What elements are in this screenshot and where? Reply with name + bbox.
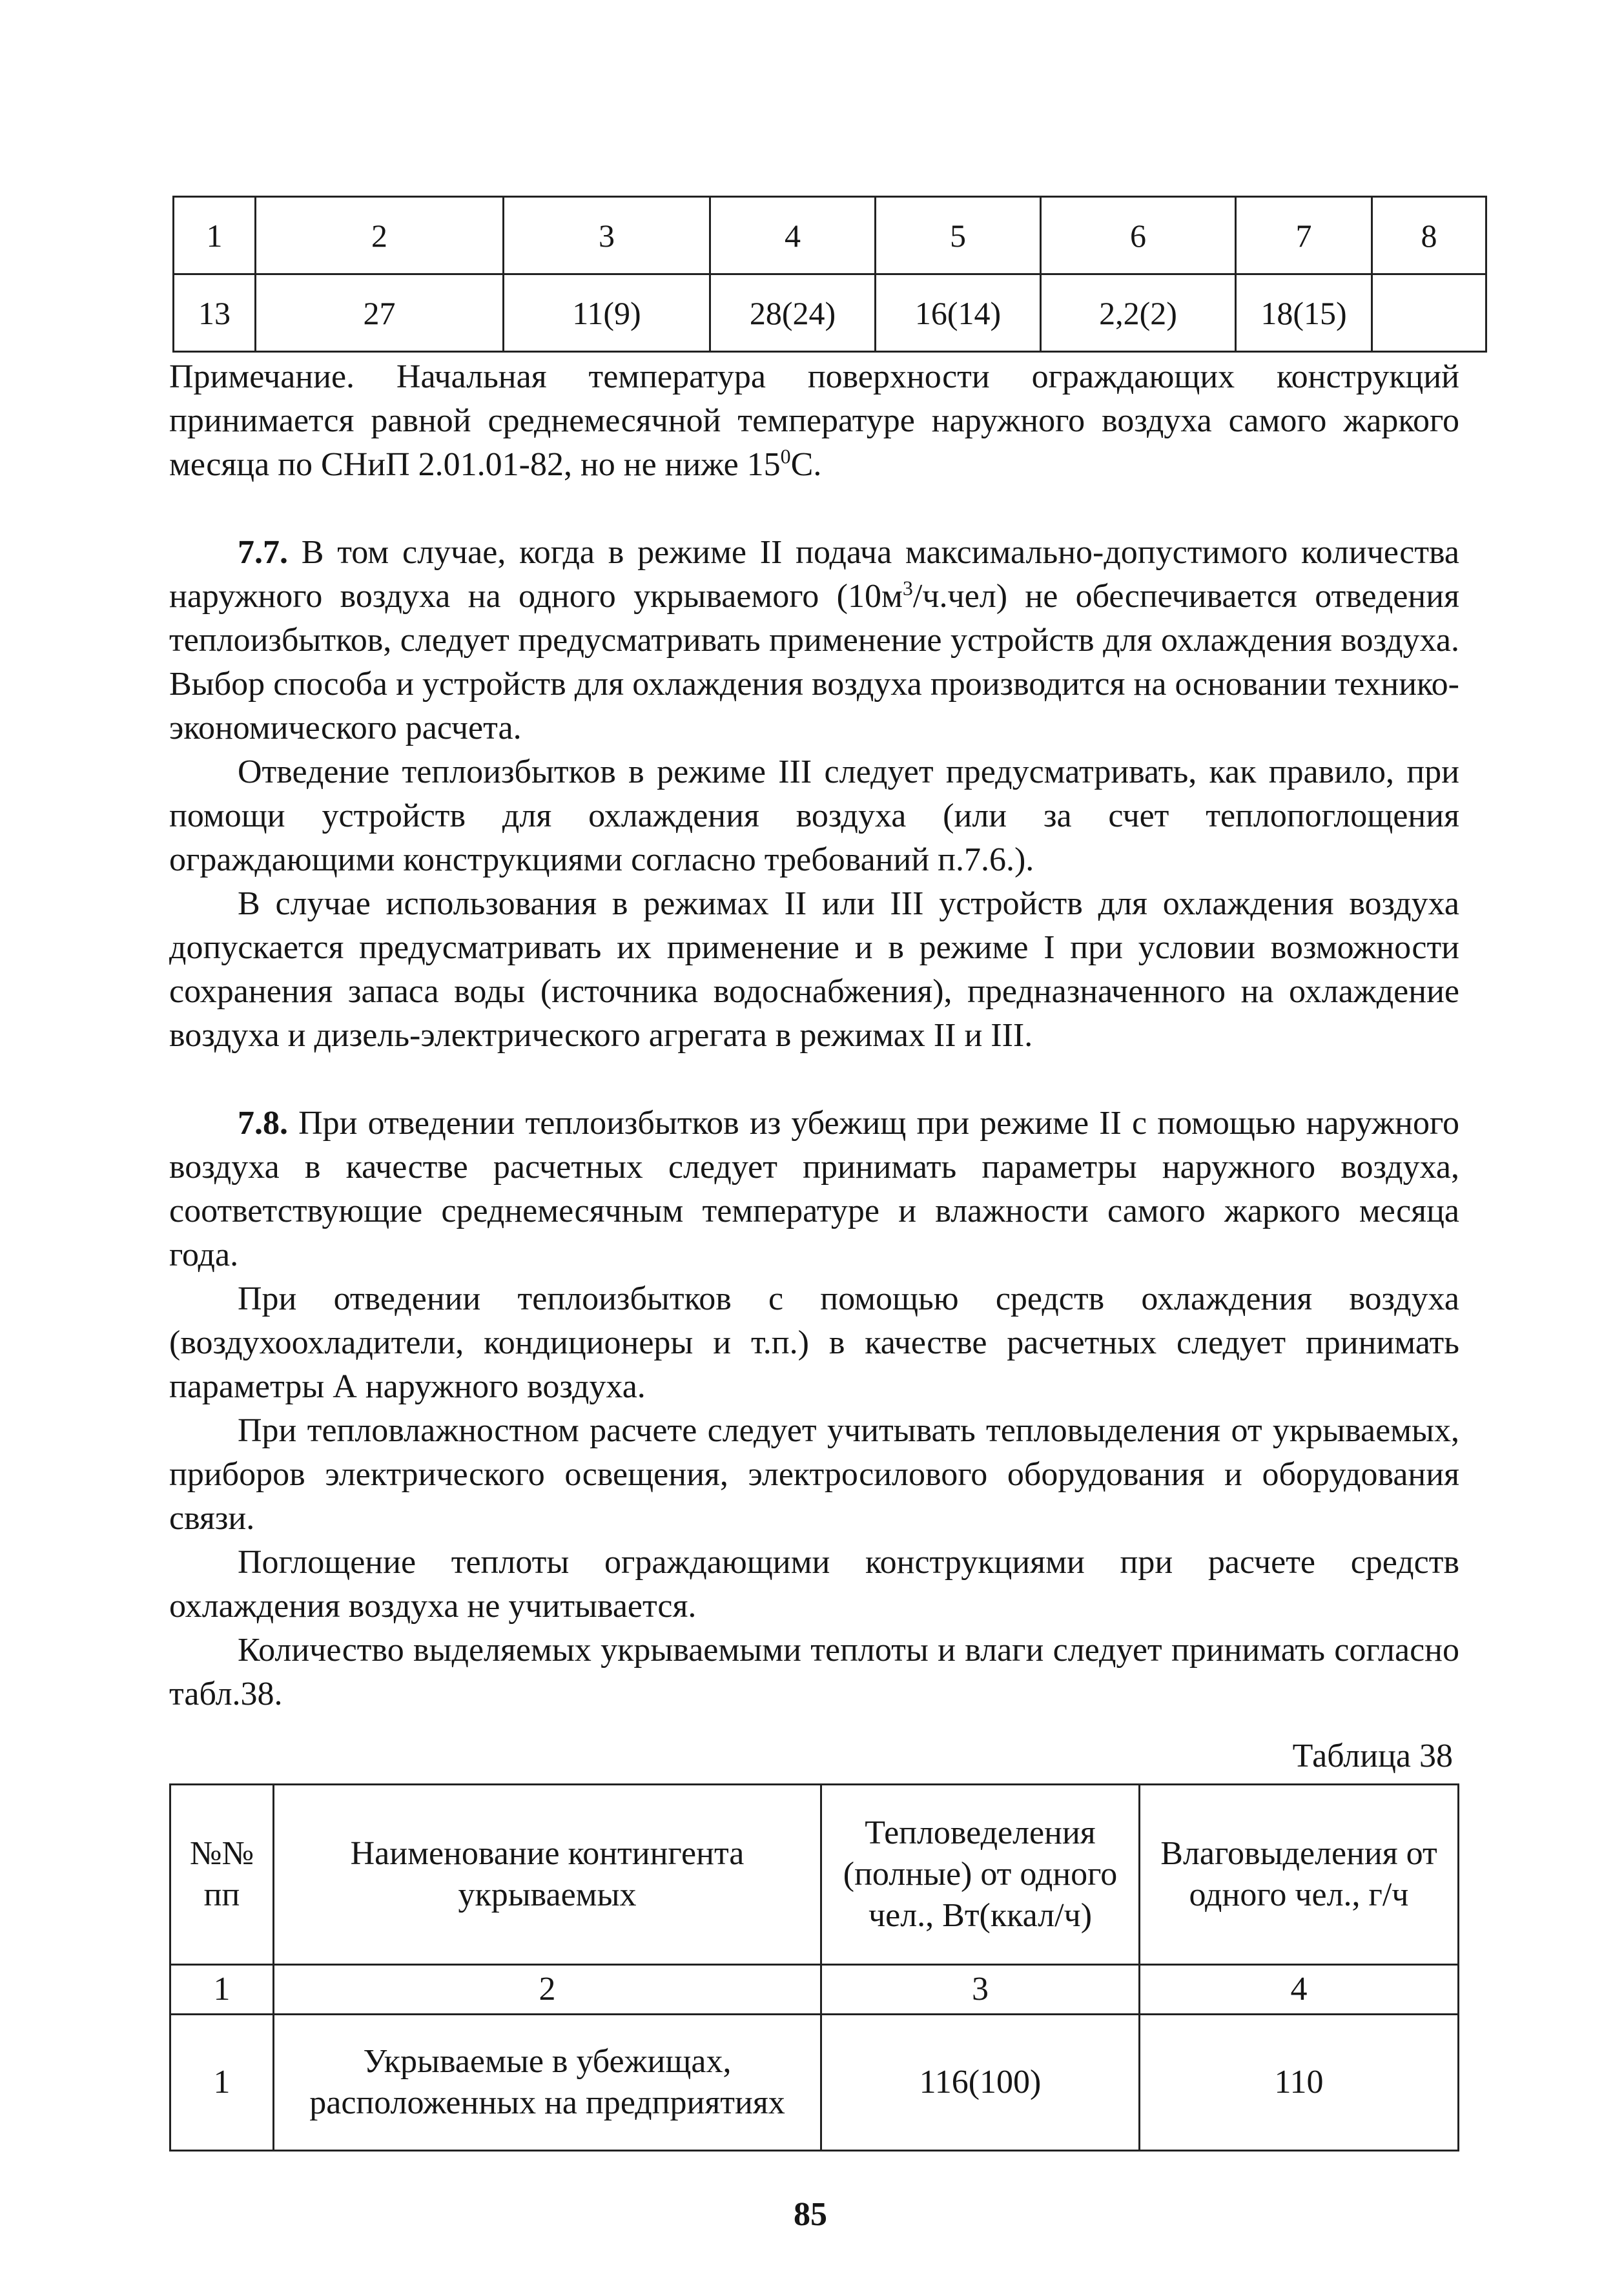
table-header-row — [170, 1785, 1459, 1965]
table-cell: 1 — [174, 197, 256, 274]
table-cell: 3 — [821, 1965, 1140, 2015]
table-note: Примечание. Начальная температура поверхности ограждающих конструкций принимается равной среднемесячной температуре наружного воздуха самого жаркого месяца по СНиП 2.01.01-82, но не ниже $15^0С$. — [169, 358, 1459, 483]
paragraph: При тепловлажностном расчете следует учитывать тепловыделения от укрываемых, приборов электрического освещения, электросилового оборудования и оборудования связи. — [169, 1412, 1459, 1537]
table-cell: 16(14) — [876, 274, 1041, 352]
paragraph: Отведение теплоизбытков в режиме III следует предусматривать, как правило, при помощи устройств для охлаждения воздуха (или за счет теплопоглощения ограждающими конструкциями согласно требований п.7.6.). — [169, 754, 1459, 878]
table-header-row — [174, 197, 1486, 274]
paragraph-7-8: 7.8. При отведении теплоизбытков из убежищ при режиме II с помощью наружного воздуха в качестве расчетных следует принимать параметры наружного воздуха, соответствующие среднемесячным температуре и влажности самого жаркого месяца года. — [169, 1105, 1459, 1273]
table-cell: 1 — [170, 1965, 274, 2015]
table-cell: 116(100) — [821, 2015, 1140, 2151]
table-cell: 8 — [1372, 197, 1486, 274]
table-cell: 5 — [876, 197, 1041, 274]
table-cell: 13 — [174, 274, 256, 352]
paragraph: Количество выделяемых укрываемыми теплоты и влаги следует принимать согласно табл.38. — [169, 1632, 1459, 1712]
column-header: №№ пп — [170, 1785, 274, 1965]
table-cell — [1372, 274, 1486, 352]
section-number: 7.7. — [238, 534, 288, 571]
table-cell: 11(9) — [504, 274, 710, 352]
paragraph: Поглощение теплоты ограждающими конструкциями при расчете средств охлаждения воздуха не учитывается. — [169, 1544, 1459, 1625]
section-number: 7.8. — [238, 1105, 288, 1142]
table-cell: 7 — [1236, 197, 1372, 274]
column-header: Тепловеделения (полные) от одного чел., Вт(ккал/ч) — [821, 1785, 1140, 1965]
paragraph-7-7: 7.7. В том случае, когда в режиме II подача максимально-допустимого количества наружного воздуха на одного укрываемого $(10м^3/ч.чел)$ не обеспечивается отведения теплоизбытков, следует предусматривать применение устройств для охлаждения воздуха. Выбор способа и устройств для охлаждения воздуха производится на основании технико-экономического расчета. — [169, 534, 1459, 746]
table-cell: 2 — [256, 197, 504, 274]
table-cell: 4 — [1140, 1965, 1459, 2015]
table-caption: Таблица 38 — [1292, 1738, 1453, 1774]
table-cell: 6 — [1041, 197, 1236, 274]
table-cell: 1 — [170, 2015, 274, 2151]
table-cell: 27 — [256, 274, 504, 352]
table-cell: Укрываемые в убежищах, расположенных на предприятиях — [274, 2015, 821, 2151]
table-cell: 18(15) — [1236, 274, 1372, 352]
paragraph: В случае использования в режимах II или III устройств для охлаждения воздуха допускается предусматривать их применение и в режиме I при условии возможности сохранения запаса воды (источника водоснабжения), предназначенного на охлаждение воздуха и дизель-электрического агрегата в режимах II и III. — [169, 885, 1459, 1054]
table-cell: 110 — [1140, 2015, 1459, 2151]
table-row — [170, 2015, 1459, 2151]
table-38 — [169, 1783, 1459, 2152]
page-number: 85 — [794, 2196, 827, 2233]
paragraph: При отведении теплоизбытков с помощью средств охлаждения воздуха (воздухоохладители, кондиционеры и т.п.) в качестве расчетных следует принимать параметры А наружного воздуха. — [169, 1280, 1459, 1405]
column-header: Влаговыделения от одного чел., г/ч — [1140, 1785, 1459, 1965]
table-cell: 2 — [274, 1965, 821, 2015]
column-number-row — [170, 1965, 1459, 2015]
table-cell: 28(24) — [710, 274, 876, 352]
continuation-table — [172, 196, 1487, 353]
table-cell: 3 — [504, 197, 710, 274]
table-cell: 4 — [710, 197, 876, 274]
table-cell: 2,2(2) — [1041, 274, 1236, 352]
table-row — [174, 274, 1486, 352]
column-header: Наименование контингента укрываемых — [274, 1785, 821, 1965]
